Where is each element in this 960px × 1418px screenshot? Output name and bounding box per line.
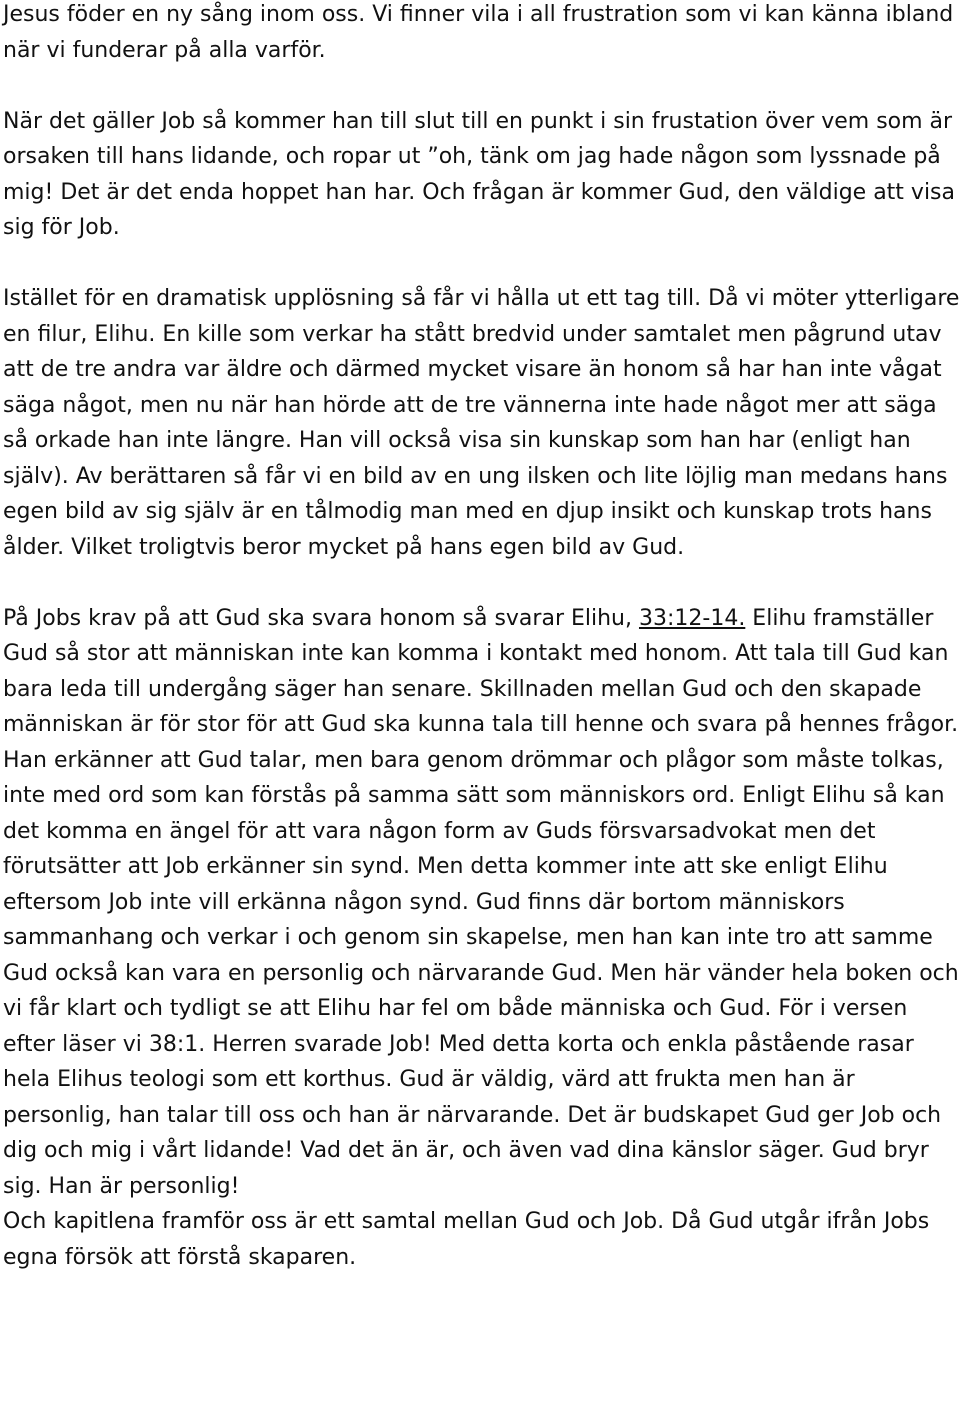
- paragraph-conclusion: Och kapitlena framför oss är ett samtal mellan Gud och Job. Då Gud utgår ifrån Jobs egna försök att förstå skaparen.: [3, 1209, 930, 1270]
- paragraph-gap: [3, 246, 960, 282]
- paragraph-elihu-intro: Istället för en dramatisk upplösning så får vi hålla ut ett tag till. Då vi möter ytterligare en filur, Elihu. En kille som verkar ha stått bredvid under samtalet men pågrund utav att de tre andra var äldre och därmed mycket visare än honom så har han inte vågat säga något, men nu när han hörde att de tre vännerna inte hade något mer att säga så orkade han inte längre. Han vill också visa sin kunskap som han har (enligt han själv). Av berättaren så får vi en bild av en ung ilsken och lite löjlig man medans hans egen bild av sig själv är en tålmodig man med en djup insikt och kunskap trots hans ålder. Vilket troligtvis beror mycket på hans egen bild av Gud.: [3, 286, 960, 560]
- paragraph-text: På Jobs krav på att Gud ska svara honom så svarar Elihu,: [3, 605, 639, 631]
- paragraph-gap: [3, 565, 960, 601]
- paragraph-gap: [3, 68, 960, 104]
- bible-reference-link[interactable]: 33:12-14.: [638, 605, 746, 631]
- paragraph-intro: Jesus föder en ny sång inom oss. Vi finner vila i all frustration som vi kan känna ibland när vi funderar på alla varför.: [3, 2, 954, 63]
- paragraph-job-frustration: När det gäller Job så kommer han till slut till en punkt i sin frustation över vem som är orsaken till hans lidande, och ropar ut ”oh, tänk om jag hade någon som lyssnade på mig! Det är det enda hoppet han har. Och frågan är kommer Gud, den väldige att visa sig för Job.: [3, 108, 955, 240]
- document-body: [3, 0, 960, 1275]
- paragraph-elihu-answer: [3, 601, 960, 1205]
- paragraph-text: Elihu framställer Gud så stor att människan inte kan komma i kontakt med honom. Att tala till Gud kan bara leda till undergång säger han senare. Skillnaden mellan Gud och den skapade människan är för stor för att Gud ska kunna tala till henne och svara på hennes frågor. Han erkänner att Gud talar, men bara genom drömmar och plågor som måste tolkas, inte med ord som kan förstås på samma sätt som människors ord. Enligt Elihu så kan det komma en ängel för att vara någon form av Guds försvarsadvokat men det förutsätter att Job erkänner sin synd. Men detta kommer inte att ske enligt Elihu eftersom Job inte vill erkänna någon synd. Gud finns där bortom människors sammanhang och verkar i och genom sin skapelse, men han kan inte tro att samme Gud också kan vara en personlig och närvarande Gud. Men här vänder hela boken och vi får klart och tydligt se att Elihu har fel om både människa och Gud. För i versen efter läser vi 38:1. Herren svarade Job! Med detta korta och enkla påstående rasar hela Elihus teologi som ett korthus. Gud är väldig, värd att frukta men han är personlig, han talar till oss och han är närvarande. Det är budskapet Gud ger Job och dig och mig i vårt lidande! Vad det än är, och även vad dina känslor säger. Gud bryr sig. Han är personlig!: [3, 605, 959, 1199]
